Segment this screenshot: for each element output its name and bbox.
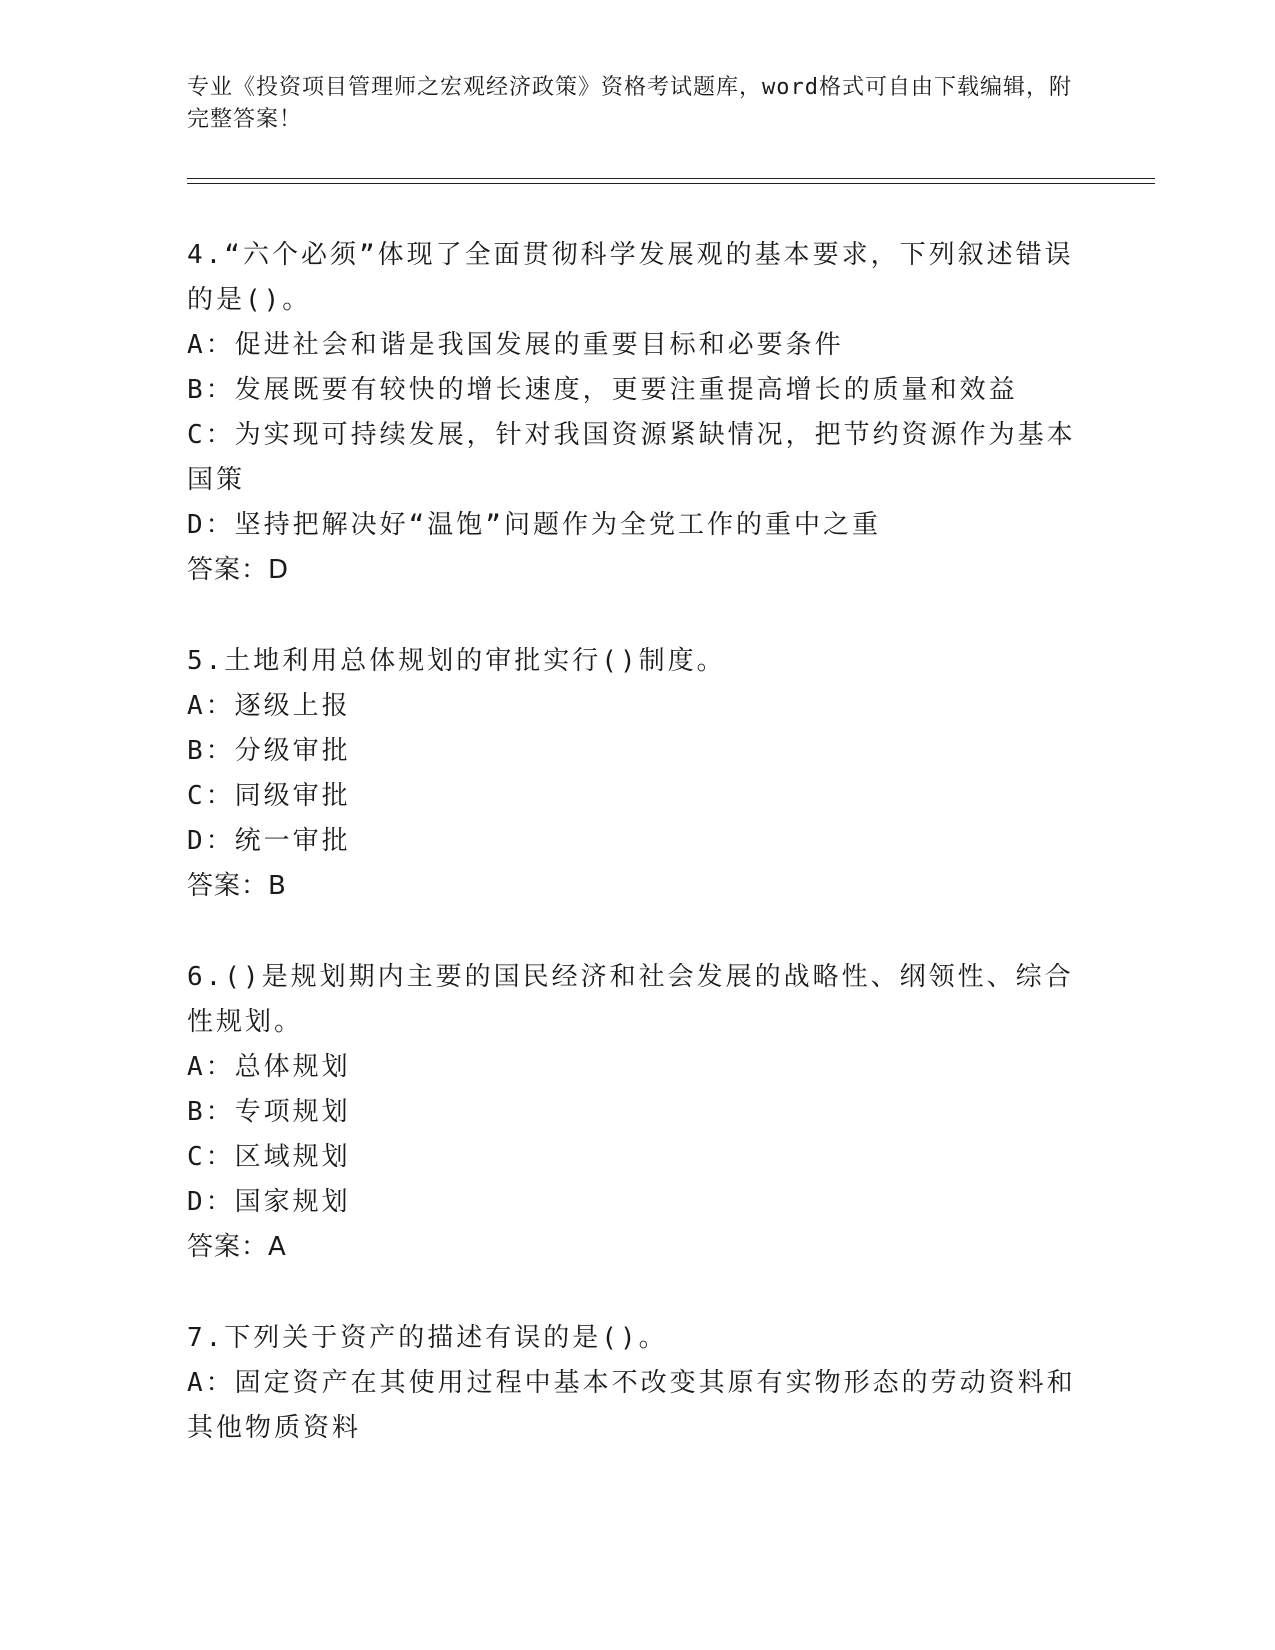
- option-c: C：同级审批: [187, 781, 351, 811]
- answer-line: 答案：A: [187, 1232, 287, 1262]
- question-4: [187, 233, 1087, 593]
- answer-line: 答案：B: [187, 871, 287, 901]
- question-6: [187, 955, 1087, 1270]
- option-c: C：为实现可持续发展，针对我国资源紧缺情况，把节约资源作为基本国策: [187, 420, 1076, 495]
- option-d: D：国家规划: [187, 1187, 351, 1217]
- option-b: B：专项规划: [187, 1097, 351, 1127]
- question-5: [187, 639, 1087, 909]
- option-a: A：总体规划: [187, 1052, 351, 1082]
- option-b: B：分级审批: [187, 736, 351, 766]
- question-list: [187, 233, 1087, 1497]
- option-a: A：促进社会和谐是我国发展的重要目标和必要条件: [187, 330, 844, 360]
- option-a: A：逐级上报: [187, 691, 351, 721]
- option-b: B：发展既要有较快的增长速度，更要注重提高增长的质量和效益: [187, 375, 1018, 405]
- header-rule-top: [187, 178, 1155, 179]
- question-stem: 6.()是规划期内主要的国民经济和社会发展的战略性、纲领性、综合性规划。: [187, 962, 1074, 1037]
- option-d: D：坚持把解决好“温饱”问题作为全党工作的重中之重: [187, 510, 881, 540]
- question-stem: 7.下列关于资产的描述有误的是()。: [187, 1323, 668, 1353]
- option-c: C：区域规划: [187, 1142, 351, 1172]
- header-title: 专业《投资项目管理师之宏观经济政策》资格考试题库，word格式可自由下载编辑，附完整答案！: [187, 75, 1072, 132]
- question-stem: 4.“六个必须”体现了全面贯彻科学发展观的基本要求，下列叙述错误的是()。: [187, 240, 1074, 315]
- document-header: [187, 72, 1087, 136]
- question-stem: 5.土地利用总体规划的审批实行()制度。: [187, 646, 726, 676]
- option-a: A：固定资产在其使用过程中基本不改变其原有实物形态的劳动资料和其他物质资料: [187, 1368, 1076, 1443]
- header-rule-bottom: [187, 183, 1155, 184]
- option-d: D：统一审批: [187, 826, 351, 856]
- question-7: [187, 1316, 1087, 1451]
- answer-line: 答案：D: [187, 555, 290, 585]
